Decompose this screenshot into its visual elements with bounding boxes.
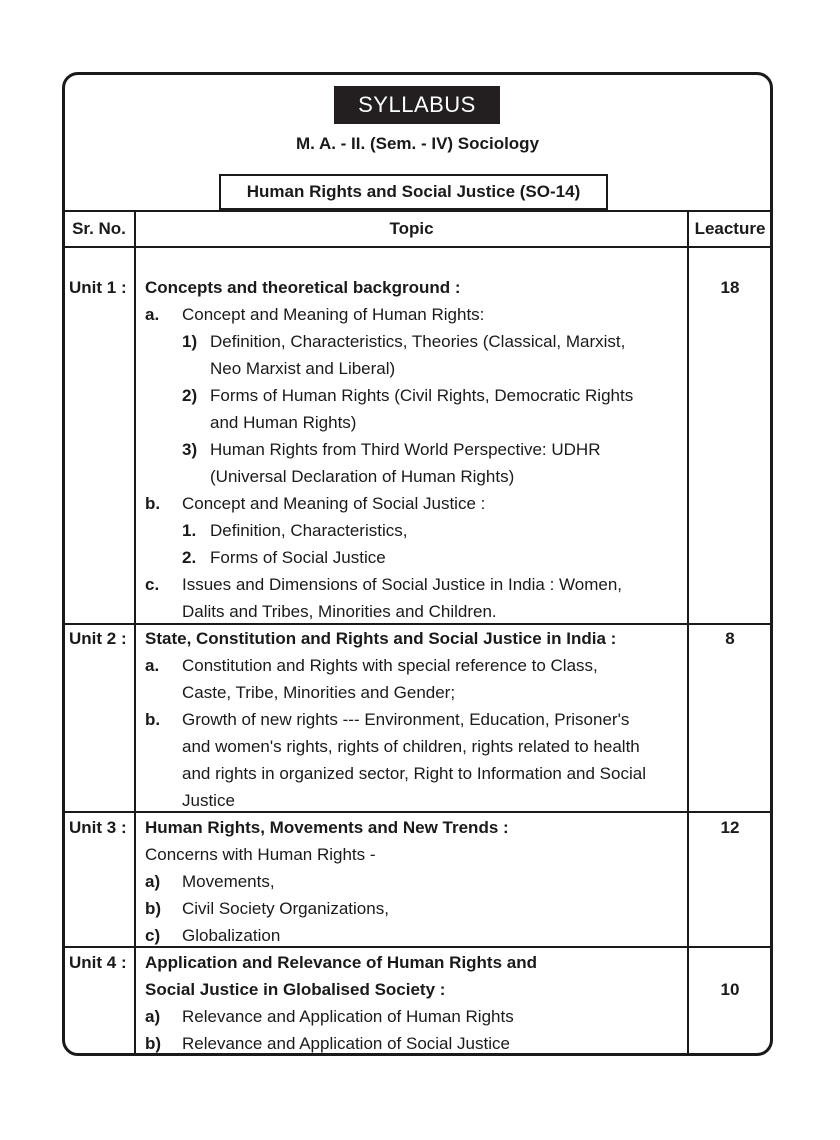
unit-divider: [64, 946, 771, 948]
table-header-rule: [64, 246, 771, 248]
item-text: and rights in organized sector, Right to Information and Social: [182, 764, 646, 783]
header-topic: Topic: [389, 219, 434, 238]
table-top-rule: [64, 210, 771, 212]
unit-heading: Human Rights, Movements and New Trends :: [145, 818, 509, 837]
unit-heading: Concepts and theoretical background :: [145, 278, 461, 297]
item-marker: b): [145, 1034, 162, 1053]
item-text: Globalization: [182, 926, 281, 945]
unit-label: Unit 2 :: [69, 629, 127, 648]
item-marker: a.: [145, 305, 160, 324]
item-marker: a): [145, 872, 161, 891]
item-text: Justice: [182, 791, 235, 810]
item-text: Dalits and Tribes, Minorities and Children.: [182, 602, 497, 621]
item-text: Human Rights from Third World Perspective: UDHR: [210, 440, 601, 459]
item-marker: 2): [182, 386, 198, 405]
item-text: Caste, Tribe, Minorities and Gender;: [182, 683, 456, 702]
item-marker: c): [145, 926, 161, 945]
unit-label: Unit 4 :: [69, 953, 127, 972]
column-divider: [134, 211, 136, 1056]
item-text: and Human Rights): [210, 413, 357, 432]
item-marker: b.: [145, 710, 161, 729]
header-lectures: Leacture: [694, 219, 766, 238]
unit-label: Unit 3 :: [69, 818, 127, 837]
item-text: Concerns with Human Rights -: [145, 845, 376, 864]
item-text: Relevance and Application of Social Justice: [182, 1034, 510, 1053]
unit-label: Unit 1 :: [69, 278, 127, 297]
item-text: Neo Marxist and Liberal): [210, 359, 396, 378]
item-text: Forms of Social Justice: [210, 548, 386, 567]
lecture-count: 18: [720, 278, 740, 297]
item-text: Concept and Meaning of Social Justice :: [182, 494, 486, 513]
unit-heading: State, Constitution and Rights and Social Justice in India :: [145, 629, 617, 648]
unit-heading: Application and Relevance of Human Rights and: [145, 953, 537, 972]
item-text: and women's rights, rights of children, rights related to health: [182, 737, 640, 756]
item-text: Civil Society Organizations,: [182, 899, 389, 918]
item-text: Definition, Characteristics, Theories (Classical, Marxist,: [210, 332, 626, 351]
item-text: (Universal Declaration of Human Rights): [210, 467, 515, 486]
item-marker: a): [145, 1007, 161, 1026]
item-text: Relevance and Application of Human Rights: [182, 1007, 514, 1026]
unit-divider: [64, 811, 771, 813]
item-marker: c.: [145, 575, 160, 594]
item-text: Constitution and Rights with special reference to Class,: [182, 656, 598, 675]
item-marker: 1): [182, 332, 198, 351]
item-text: Concept and Meaning of Human Rights:: [182, 305, 485, 324]
course-title: Human Rights and Social Justice (SO-14): [219, 174, 608, 210]
item-marker: 3): [182, 440, 198, 459]
lecture-count: 8: [725, 629, 735, 648]
header-sr-no: Sr. No.: [72, 219, 126, 238]
item-text: Growth of new rights --- Environment, Education, Prisoner's: [182, 710, 630, 729]
lecture-count: 12: [720, 818, 740, 837]
unit-heading: Social Justice in Globalised Society :: [145, 980, 446, 999]
program-subtitle: M. A. - II. (Sem. - IV) Sociology: [295, 134, 540, 153]
item-text: Forms of Human Rights (Civil Rights, Democratic Rights: [210, 386, 634, 405]
item-marker: b): [145, 899, 162, 918]
item-marker: 1.: [182, 521, 197, 540]
lecture-count: 10: [720, 980, 740, 999]
item-text: Definition, Characteristics,: [210, 521, 408, 540]
item-text: Movements,: [182, 872, 275, 891]
syllabus-title: SYLLABUS: [334, 86, 500, 124]
item-text: Issues and Dimensions of Social Justice in India : Women,: [182, 575, 623, 594]
item-marker: a.: [145, 656, 160, 675]
item-marker: 2.: [182, 548, 197, 567]
item-marker: b.: [145, 494, 161, 513]
